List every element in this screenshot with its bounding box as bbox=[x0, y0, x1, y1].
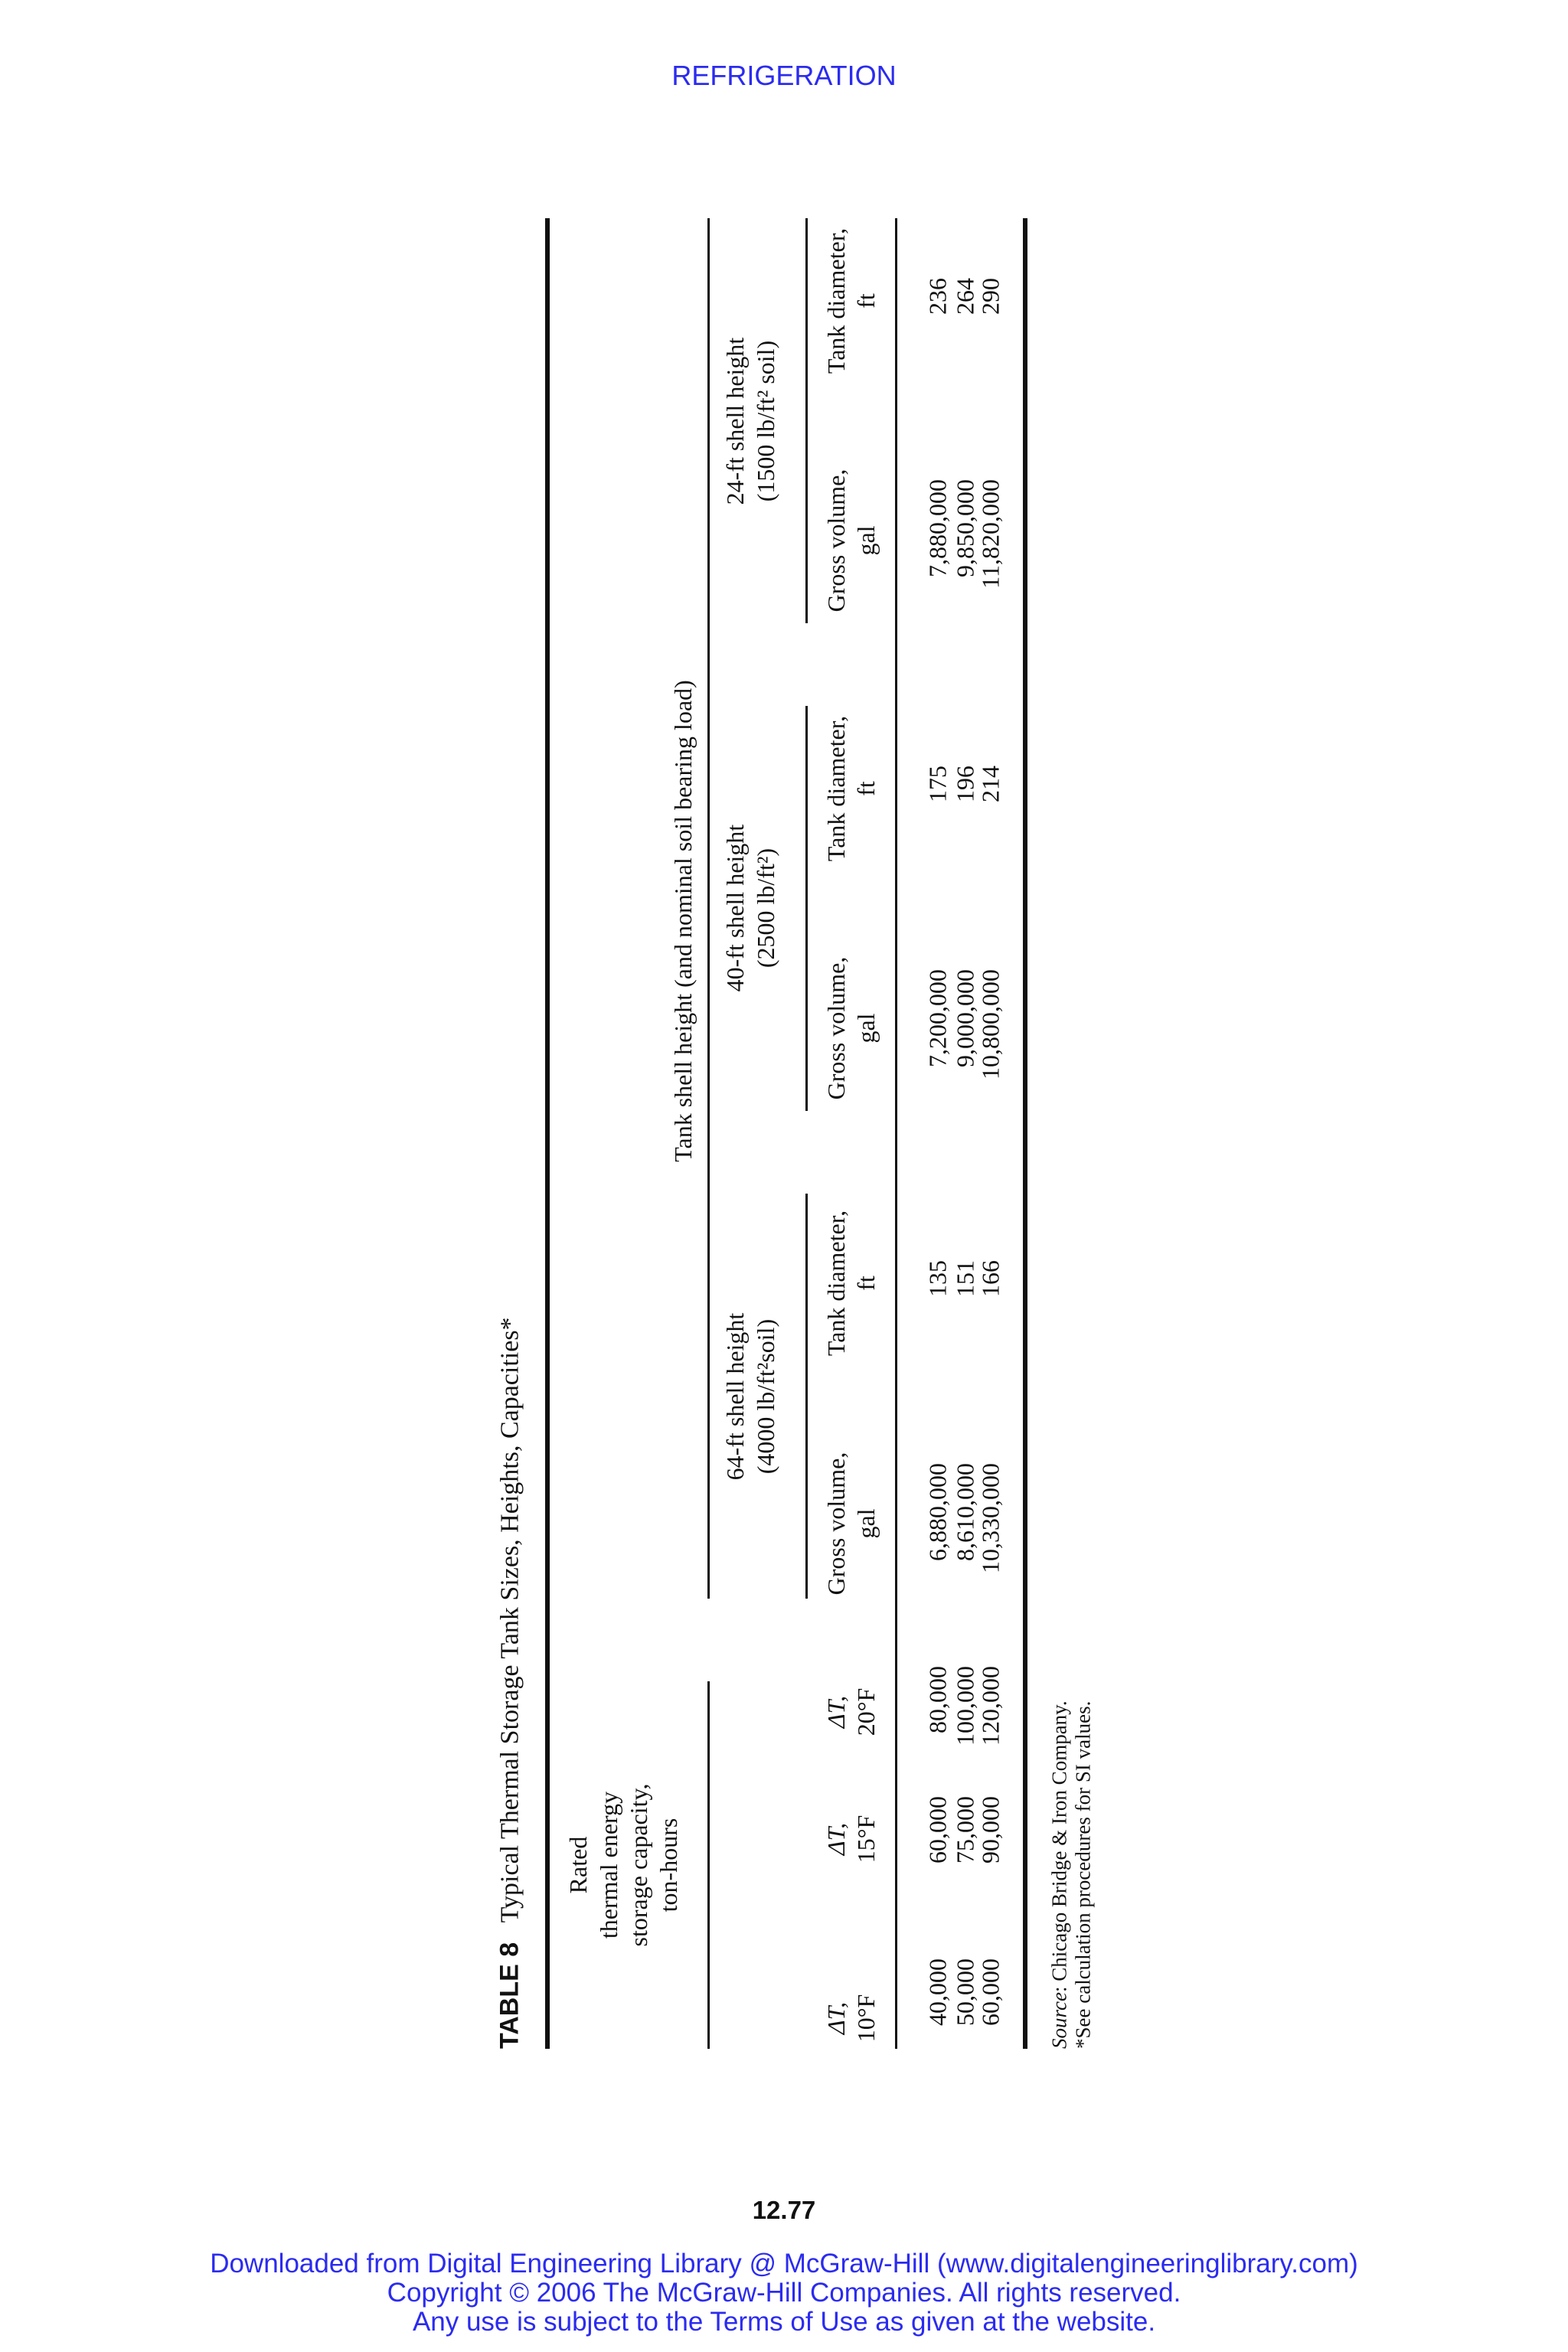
table-cell: 166 bbox=[976, 1260, 1004, 1297]
table-cell: 290 bbox=[976, 278, 1004, 315]
source-label: Source bbox=[1047, 1992, 1071, 2049]
column-header: gal bbox=[852, 525, 880, 556]
source-text: : Chicago Bridge & Iron Company. bbox=[1047, 1700, 1071, 1993]
column-header: Tank diameter, bbox=[822, 715, 850, 862]
shell-group-rule bbox=[707, 218, 710, 1599]
header-rule bbox=[895, 218, 897, 2049]
table-cell: 151 bbox=[951, 1260, 979, 1297]
running-header: REFRIGERATION bbox=[671, 60, 897, 91]
column-header: ft bbox=[852, 781, 880, 796]
rated-line: storage capacity, bbox=[625, 1783, 652, 1947]
table-cell: 60,000 bbox=[976, 1958, 1004, 2026]
table-cell: 236 bbox=[923, 278, 952, 315]
table-cell: 214 bbox=[976, 766, 1004, 802]
subgroup-24-title: 24-ft shell height bbox=[721, 337, 749, 505]
rated-line: ton-hours bbox=[655, 1818, 682, 1913]
table-cell: 6,880,000 bbox=[923, 1463, 952, 1561]
column-header: ft bbox=[852, 1276, 880, 1291]
subgroup-64-rule bbox=[805, 1194, 808, 1599]
table-cell: 100,000 bbox=[951, 1666, 979, 1746]
table-cell: 90,000 bbox=[976, 1796, 1004, 1864]
column-header: Gross volume, bbox=[822, 1452, 850, 1596]
table-cell: 7,200,000 bbox=[923, 969, 952, 1067]
column-header: ft bbox=[852, 293, 880, 309]
table-cell: 135 bbox=[923, 1260, 952, 1297]
download-footer bbox=[0, 2249, 1568, 2337]
table-cell: 40,000 bbox=[923, 1958, 952, 2026]
page-number: 12.77 bbox=[752, 2196, 816, 2224]
bottom-rule bbox=[1023, 218, 1027, 2049]
rotated-table bbox=[490, 218, 1102, 2049]
rated-line: Rated bbox=[564, 1836, 592, 1894]
column-header: Gross volume, bbox=[822, 469, 850, 612]
table-title: Typical Thermal Storage Tank Sizes, Heights, Capacities* bbox=[495, 1317, 524, 1923]
column-header: ΔT, bbox=[822, 2001, 850, 2035]
table-cell: 75,000 bbox=[951, 1796, 979, 1864]
table-cell: 50,000 bbox=[951, 1958, 979, 2026]
column-header: Tank diameter, bbox=[822, 227, 850, 374]
column-header: Gross volume, bbox=[822, 956, 850, 1100]
table-cell: 9,850,000 bbox=[951, 479, 979, 577]
subgroup-64-title: 64-ft shell height bbox=[721, 1312, 749, 1481]
table-cell: 196 bbox=[951, 766, 979, 802]
column-header: 10°F bbox=[852, 1994, 880, 2043]
table-cell: 264 bbox=[951, 278, 979, 315]
subgroup-64-load: (4000 lb/ft²soil) bbox=[752, 1318, 779, 1475]
column-header: 20°F bbox=[852, 1687, 880, 1736]
table-caption bbox=[495, 1317, 525, 2049]
subgroup-40-rule bbox=[805, 706, 808, 1111]
column-header: gal bbox=[852, 1508, 880, 1539]
table-cell: 8,610,000 bbox=[951, 1463, 979, 1561]
rated-rule bbox=[707, 1681, 710, 2049]
footnote: *See calculation procedures for SI values. bbox=[1071, 1700, 1095, 2049]
subgroup-40-title: 40-ft shell height bbox=[721, 824, 749, 992]
shell-group-heading: Tank shell height (and nominal soil bearing load) bbox=[669, 680, 697, 1162]
footer-line: Any use is subject to the Terms of Use as given at the website. bbox=[412, 2307, 1156, 2337]
table-cell: 9,000,000 bbox=[951, 969, 979, 1067]
table-cell: 7,880,000 bbox=[923, 479, 952, 577]
column-header: gal bbox=[852, 1013, 880, 1044]
footer-line: Copyright © 2006 The McGraw-Hill Companies. All rights reserved. bbox=[387, 2278, 1181, 2308]
column-header: 15°F bbox=[852, 1815, 880, 1864]
table-cell: 60,000 bbox=[923, 1796, 952, 1864]
table-label: TABLE 8 bbox=[495, 1942, 524, 2049]
column-header: Tank diameter, bbox=[822, 1210, 850, 1357]
table-cell: 80,000 bbox=[923, 1666, 952, 1733]
footer-line: Downloaded from Digital Engineering Library @ McGraw-Hill (www.digitalengineeringlibrary.com) bbox=[210, 2249, 1358, 2278]
subgroup-40-load: (2500 lb/ft²) bbox=[752, 848, 779, 969]
table-cell: 10,800,000 bbox=[976, 969, 1004, 1080]
table-cell: 175 bbox=[923, 766, 952, 802]
table-cell: 120,000 bbox=[976, 1666, 1004, 1746]
top-rule bbox=[545, 218, 550, 2049]
source-note bbox=[1048, 1700, 1072, 2049]
subgroup-24-load: (1500 lb/ft² soil) bbox=[752, 340, 779, 502]
rated-line: thermal energy bbox=[595, 1791, 622, 1939]
subgroup-24-rule bbox=[805, 218, 808, 623]
table-cell: 11,820,000 bbox=[976, 479, 1004, 589]
column-header: ΔT, bbox=[822, 1822, 850, 1856]
table-cell: 10,330,000 bbox=[976, 1463, 1004, 1573]
column-header: ΔT, bbox=[822, 1695, 850, 1729]
